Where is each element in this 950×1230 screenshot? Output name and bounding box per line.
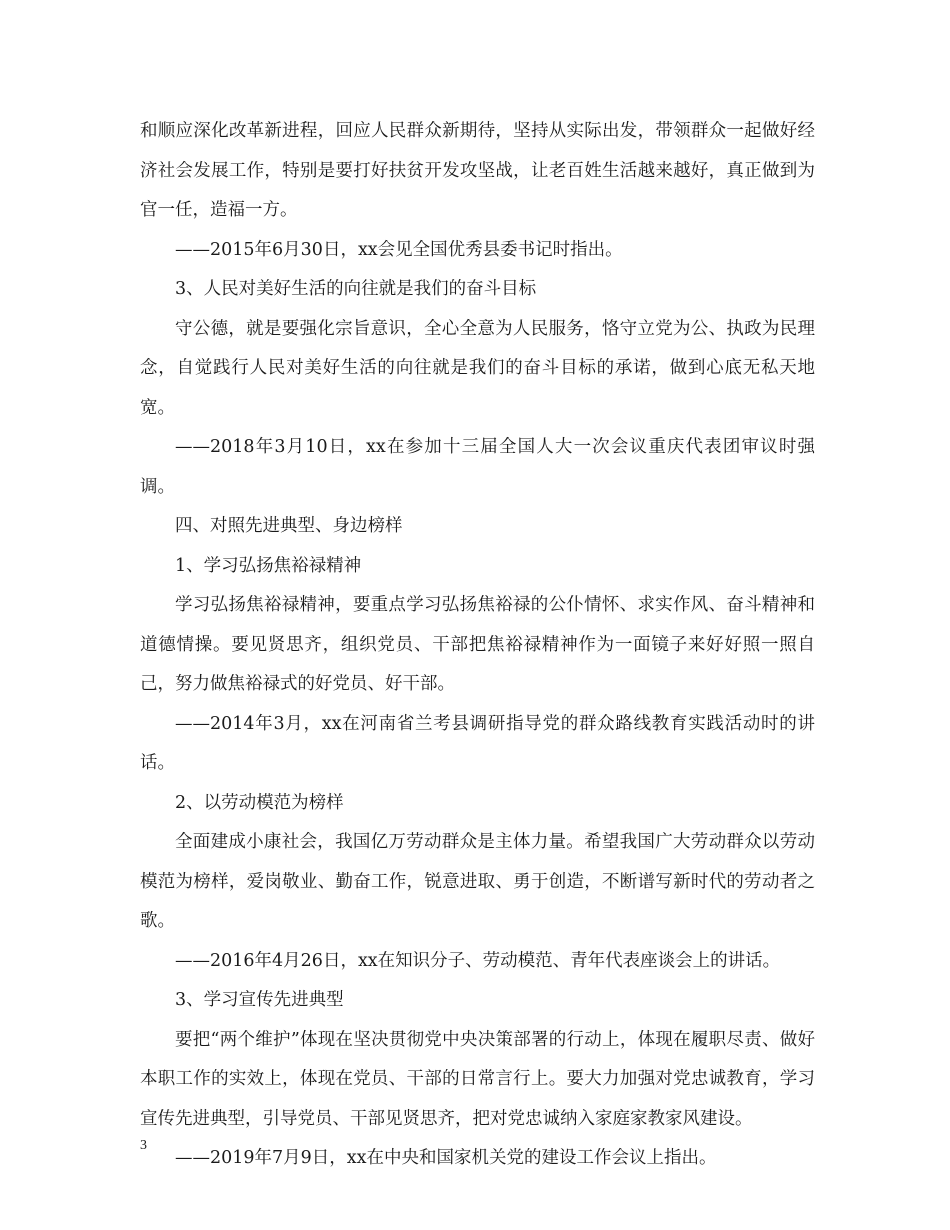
subheading: 2、以劳动模范为榜样 bbox=[175, 792, 344, 813]
quote-attribution: ——2016年4月26日，xx在知识分子、劳动模范、青年代表座谈会上的讲话。 bbox=[175, 950, 781, 971]
paragraph: 全面建成小康社会，我国亿万劳动群众是主体力量。希望我国广大劳动群众以劳动模范为榜样，爱岗敬业、勤奋工作，锐意进取、勇于创造，不断谱写新时代的劳动者之歌。 bbox=[140, 832, 815, 931]
subheading: 1、学习弘扬焦裕禄精神 bbox=[175, 555, 362, 576]
paragraph: 学习弘扬焦裕禄精神，要重点学习弘扬焦裕禄的公仆情怀、求实作风、奋斗精神和道德情操。要见贤思齐，组织党员、干部把焦裕禄精神作为一面镜子来好好照一照自己，努力做焦裕禄式的好党员、好干部。 bbox=[140, 595, 815, 694]
page-body bbox=[140, 112, 815, 1179]
paragraph: 要把“两个维护”体现在坚决贯彻党中央决策部署的行动上，体现在履职尽责、做好本职工作的实效上，体现在党员、干部的日常言行上。要大力加强对党忠诚教育，学习宣传先进典型，引导党员、干部见贤思齐，把对党忠诚纳入家庭家教家风建设。 bbox=[140, 1029, 815, 1129]
quote-attribution: ——2014年3月，xx在河南省兰考县调研指导党的群众路线教育实践活动时的讲话。 bbox=[140, 713, 815, 773]
section-heading: 四、对照先进典型、身边榜样 bbox=[175, 516, 403, 536]
page-number: 3 bbox=[140, 1138, 147, 1153]
quote-attribution: ——2015年6月30日，xx会见全国优秀县委书记时指出。 bbox=[175, 239, 623, 260]
quote-attribution: ——2019年7月9日，xx在中央和国家机关党的建设工作会议上指出。 bbox=[175, 1148, 717, 1168]
paragraph-continuation: 和顺应深化改革新进程，回应人民群众新期待，坚持从实际出发，带领群众一起做好经济社会发展工作，特别是要打好扶贫开发攻坚战，让老百姓生活越来越好，真正做到为官一任，造福一方。 bbox=[140, 121, 815, 220]
paragraph: 守公德，就是要强化宗旨意识，全心全意为人民服务，恪守立党为公、执政为民理念，自觉践行人民对美好生活的向往就是我们的奋斗目标的承诺，做到心底无私天地宽。 bbox=[140, 318, 815, 418]
quote-attribution: ——2018年3月10日，xx在参加十三届全国人大一次会议重庆代表团审议时强调。 bbox=[140, 437, 815, 497]
subheading: 3、人民对美好生活的向往就是我们的奋斗目标 bbox=[175, 279, 537, 299]
subheading: 3、学习宣传先进典型 bbox=[175, 990, 344, 1010]
